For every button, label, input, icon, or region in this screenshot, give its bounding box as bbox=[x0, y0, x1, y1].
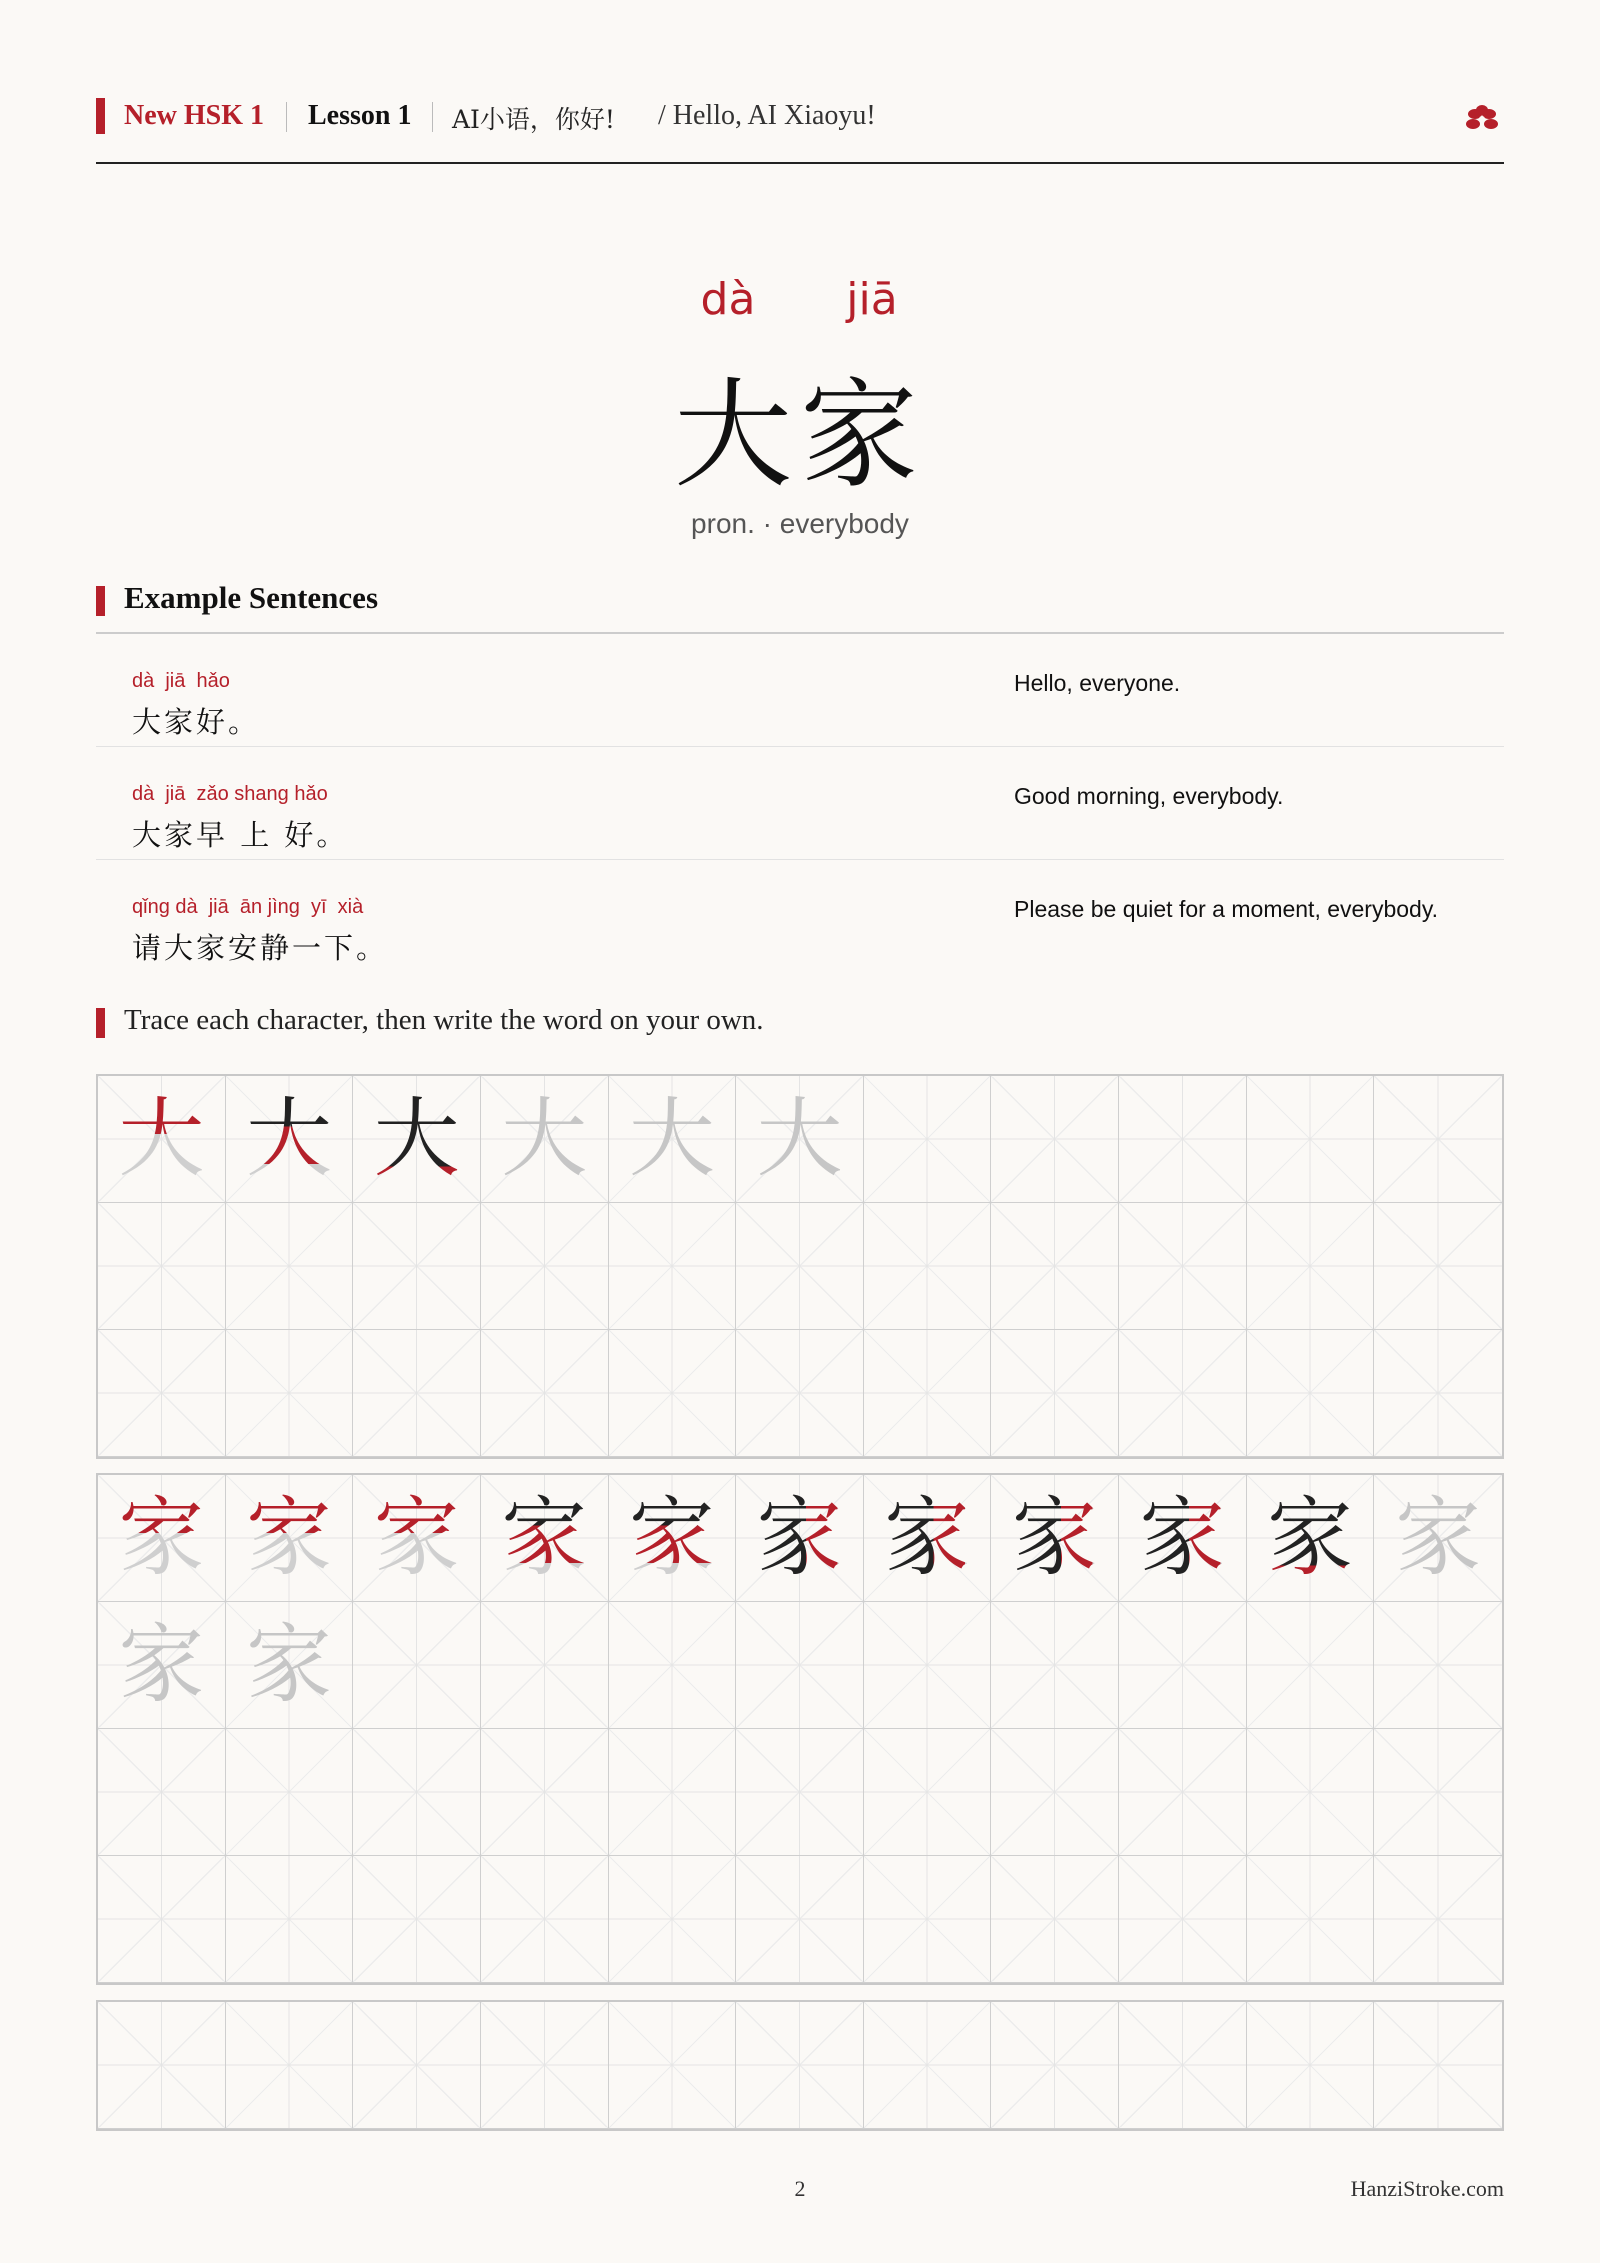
trace-character: 家 bbox=[481, 1475, 608, 1601]
practice-cell[interactable] bbox=[1374, 1076, 1502, 1203]
practice-cell[interactable] bbox=[864, 1330, 992, 1457]
hsk-level: New HSK 1 bbox=[124, 100, 264, 131]
practice-cell[interactable] bbox=[864, 1203, 992, 1330]
practice-cell[interactable] bbox=[98, 2002, 226, 2129]
practice-cell[interactable] bbox=[1374, 1602, 1502, 1729]
practice-cell[interactable] bbox=[1247, 1330, 1375, 1457]
practice-cell[interactable] bbox=[353, 1475, 481, 1602]
practice-cell[interactable] bbox=[1247, 1203, 1375, 1330]
sentence-pinyin: qǐng dà jiā ān jìng yī xià bbox=[132, 896, 364, 918]
practice-cell[interactable] bbox=[353, 1203, 481, 1330]
pinyin-syllable: jiā bbox=[846, 274, 898, 325]
word-definition: pron. · everybody bbox=[691, 508, 909, 539]
practice-cell[interactable] bbox=[481, 1729, 609, 1856]
practice-cell[interactable] bbox=[609, 1856, 737, 1983]
trace-character: 家 bbox=[353, 1475, 480, 1601]
practice-cell[interactable] bbox=[98, 1475, 226, 1602]
practice-grid-da bbox=[96, 1074, 1504, 1459]
practice-cell[interactable] bbox=[736, 2002, 864, 2129]
practice-cell[interactable] bbox=[736, 1602, 864, 1729]
practice-cell[interactable] bbox=[1119, 1330, 1247, 1457]
trace-character: 家 bbox=[245, 1615, 332, 1715]
trace-character: 家 bbox=[1247, 1475, 1374, 1601]
examples-heading: Example Sentences bbox=[124, 580, 379, 615]
practice-cell[interactable] bbox=[98, 1729, 226, 1856]
practice-cell[interactable] bbox=[353, 1330, 481, 1457]
practice-cell[interactable] bbox=[609, 1203, 737, 1330]
trace-character: 大 bbox=[226, 1076, 353, 1202]
practice-cell[interactable] bbox=[1374, 1203, 1502, 1330]
practice-cell[interactable] bbox=[609, 2002, 737, 2129]
practice-cell[interactable] bbox=[864, 1475, 992, 1602]
lesson-title-english: / Hello, AI Xiaoyu! bbox=[658, 100, 876, 131]
practice-cell[interactable] bbox=[98, 1203, 226, 1330]
sentence-hanzi: 请大家安静一下。 bbox=[132, 931, 389, 965]
site-name: HanziStroke.com bbox=[1350, 2176, 1504, 2201]
practice-cell[interactable] bbox=[1119, 1076, 1247, 1203]
page-number: 2 bbox=[794, 2176, 806, 2201]
practice-cell[interactable] bbox=[98, 1856, 226, 1983]
trace-character: 大 bbox=[628, 1089, 715, 1189]
practice-cell[interactable] bbox=[1119, 1602, 1247, 1729]
practice-cell[interactable] bbox=[991, 1076, 1119, 1203]
practice-cell[interactable] bbox=[226, 1856, 354, 1983]
practice-cell[interactable] bbox=[226, 1330, 354, 1457]
trace-character: 大 bbox=[98, 1076, 225, 1202]
sentence-pinyin: dà jiā zǎo shang hǎo bbox=[132, 783, 328, 805]
trace-character: 家 bbox=[1395, 1488, 1482, 1588]
practice-cell[interactable] bbox=[1119, 1856, 1247, 1983]
trace-character: 大 bbox=[501, 1089, 588, 1189]
practice-cell[interactable] bbox=[1247, 1856, 1375, 1983]
practice-cell[interactable] bbox=[736, 1856, 864, 1983]
example-sentence bbox=[96, 634, 1504, 747]
word-pinyin bbox=[0, 274, 1600, 325]
sentence-hanzi: 大家好。 bbox=[132, 705, 261, 739]
trace-character: 家 bbox=[736, 1475, 863, 1601]
practice-cell[interactable] bbox=[481, 1475, 609, 1602]
practice-cell[interactable] bbox=[609, 1076, 737, 1203]
practice-cell[interactable] bbox=[1247, 1076, 1375, 1203]
practice-cell[interactable] bbox=[481, 1856, 609, 1983]
practice-cell[interactable] bbox=[1247, 1729, 1375, 1856]
practice-cell[interactable] bbox=[226, 1602, 354, 1729]
practice-cell[interactable] bbox=[353, 1602, 481, 1729]
lesson-label: Lesson 1 bbox=[308, 100, 412, 131]
practice-cell[interactable] bbox=[991, 1856, 1119, 1983]
pinyin-syllable: dà bbox=[700, 274, 756, 325]
practice-cell[interactable] bbox=[736, 1076, 864, 1203]
trace-character: 家 bbox=[118, 1615, 205, 1715]
trace-character: 大 bbox=[353, 1076, 480, 1202]
practice-cell[interactable] bbox=[864, 1602, 992, 1729]
header-divider bbox=[432, 102, 433, 132]
practice-cell[interactable] bbox=[991, 1475, 1119, 1602]
practice-cell[interactable] bbox=[991, 1729, 1119, 1856]
practice-cell[interactable] bbox=[353, 1076, 481, 1203]
page-header bbox=[96, 96, 1504, 164]
word-hanzi: 大家 bbox=[673, 366, 926, 504]
sentence-translation: Please be quiet for a moment, everybody. bbox=[1014, 896, 1439, 922]
practice-cell[interactable] bbox=[1374, 1475, 1502, 1602]
example-sentence-list bbox=[96, 634, 1504, 972]
trace-character: 大 bbox=[756, 1089, 843, 1189]
trace-character: 家 bbox=[991, 1475, 1118, 1601]
sentence-hanzi: 大家早 上 好。 bbox=[132, 818, 349, 852]
practice-cell[interactable] bbox=[864, 2002, 992, 2129]
practice-cell[interactable] bbox=[1247, 1602, 1375, 1729]
practice-cell[interactable] bbox=[1374, 2002, 1502, 2129]
trace-character: 家 bbox=[1119, 1475, 1246, 1601]
practice-cell[interactable] bbox=[353, 1856, 481, 1983]
practice-cell[interactable] bbox=[226, 2002, 354, 2129]
practice-cell[interactable] bbox=[98, 1602, 226, 1729]
header-accent-bar bbox=[96, 98, 105, 134]
practice-cell[interactable] bbox=[481, 1076, 609, 1203]
practice-cell[interactable] bbox=[609, 1602, 737, 1729]
practice-grid-jia bbox=[96, 1473, 1504, 1985]
practice-cell[interactable] bbox=[864, 1856, 992, 1983]
practice-cell[interactable] bbox=[1119, 1729, 1247, 1856]
trace-character: 家 bbox=[226, 1475, 353, 1601]
practice-cell[interactable] bbox=[1119, 2002, 1247, 2129]
sentence-translation: Hello, everyone. bbox=[1014, 670, 1181, 696]
practice-cell[interactable] bbox=[609, 1475, 737, 1602]
header-divider bbox=[286, 102, 287, 132]
section-accent-bar bbox=[96, 586, 105, 616]
practice-cell[interactable] bbox=[736, 1330, 864, 1457]
sentence-pinyin: dà jiā hǎo bbox=[132, 670, 230, 692]
practice-cell[interactable] bbox=[736, 1729, 864, 1856]
practice-cell[interactable] bbox=[1119, 1203, 1247, 1330]
practice-cell[interactable] bbox=[353, 1729, 481, 1856]
practice-cell[interactable] bbox=[991, 1203, 1119, 1330]
practice-cell[interactable] bbox=[226, 1076, 354, 1203]
practice-cell[interactable] bbox=[481, 1602, 609, 1729]
lesson-title-chinese: AI小语，你好! bbox=[452, 105, 615, 134]
sentence-translation: Good morning, everybody. bbox=[1014, 783, 1284, 809]
practice-cell[interactable] bbox=[226, 1729, 354, 1856]
practice-cell[interactable] bbox=[991, 1330, 1119, 1457]
examples-section-header bbox=[96, 580, 1504, 634]
practice-cell[interactable] bbox=[736, 1475, 864, 1602]
practice-cell[interactable] bbox=[353, 2002, 481, 2129]
practice-cell[interactable] bbox=[1374, 1856, 1502, 1983]
practice-cell[interactable] bbox=[1374, 1330, 1502, 1457]
practice-cell[interactable] bbox=[1374, 1729, 1502, 1856]
practice-cell[interactable] bbox=[1119, 1475, 1247, 1602]
practice-cell[interactable] bbox=[226, 1475, 354, 1602]
practice-cell[interactable] bbox=[609, 1729, 737, 1856]
section-accent-bar bbox=[96, 1008, 105, 1038]
practice-cell[interactable] bbox=[98, 1330, 226, 1457]
practice-cell[interactable] bbox=[864, 1076, 992, 1203]
practice-cell[interactable] bbox=[736, 1203, 864, 1330]
trace-character: 家 bbox=[864, 1475, 991, 1601]
practice-cell[interactable] bbox=[864, 1729, 992, 1856]
practice-cell[interactable] bbox=[1247, 1475, 1375, 1602]
plum-blossom-icon bbox=[1464, 104, 1500, 134]
practice-cell[interactable] bbox=[609, 1330, 737, 1457]
trace-character: 家 bbox=[609, 1475, 736, 1601]
practice-cell[interactable] bbox=[1247, 2002, 1375, 2129]
practice-cell[interactable] bbox=[481, 1330, 609, 1457]
instruction-text: Trace each character, then write the word on your own. bbox=[124, 1004, 764, 1036]
practice-cell[interactable] bbox=[991, 2002, 1119, 2129]
practice-cell[interactable] bbox=[226, 1203, 354, 1330]
example-sentence bbox=[96, 747, 1504, 860]
practice-cell[interactable] bbox=[98, 1076, 226, 1203]
practice-grid-free bbox=[96, 2000, 1504, 2131]
trace-character: 家 bbox=[98, 1475, 225, 1601]
practice-cell[interactable] bbox=[991, 1602, 1119, 1729]
practice-cell[interactable] bbox=[481, 2002, 609, 2129]
example-sentence bbox=[96, 860, 1504, 972]
practice-cell[interactable] bbox=[481, 1203, 609, 1330]
